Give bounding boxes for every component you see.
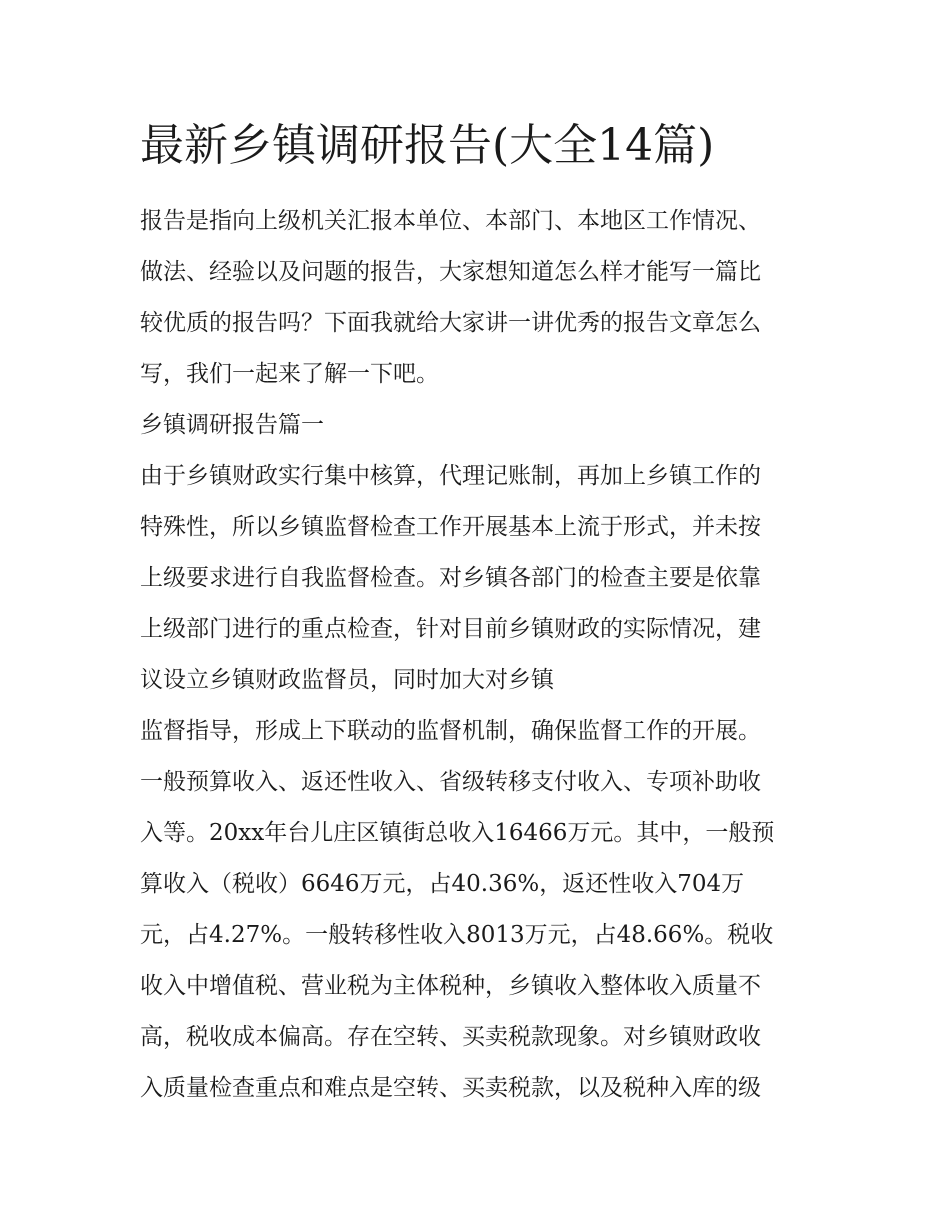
paragraph-line: 入质量检查重点和难点是空转、买卖税款，以及税种入库的级: [140, 1075, 761, 1101]
paragraph-line: 特殊性，所以乡镇监督检查工作开展基本上流于形式，并未按: [140, 514, 761, 540]
paragraph-line: 一般预算收入、返还性收入、省级转移支付收入、专项补助收: [140, 769, 761, 795]
paragraph-line: 上级部门进行的重点检查，针对目前乡镇财政的实际情况，建: [140, 616, 761, 642]
paragraph-line: 入等。20xx年台儿庄区镇街总收入16466万元。其中，一般预: [140, 820, 775, 846]
paragraph-line: 写，我们一起来了解一下吧。: [140, 361, 439, 387]
paragraph-line: 收入中增值税、营业税为主体税种，乡镇收入整体收入质量不: [140, 973, 761, 999]
section-heading: 乡镇调研报告篇一: [140, 412, 324, 438]
document-body: [140, 196, 820, 1114]
paragraph-line: 报告是指向上级机关汇报本单位、本部门、本地区工作情况、: [140, 208, 761, 234]
paragraph-line: 议设立乡镇财政监督员，同时加大对乡镇: [140, 667, 554, 693]
document-title: 最新乡镇调研报告(大全14篇): [140, 120, 715, 171]
paragraph-line: 高，税收成本偏高。存在空转、买卖税款现象。对乡镇财政收: [140, 1024, 761, 1050]
paragraph-line: 元，占4.27%。一般转移性收入8013万元，占48.66%。税收: [140, 922, 774, 948]
paragraph-line: 由于乡镇财政实行集中核算，代理记账制，再加上乡镇工作的: [140, 463, 761, 489]
paragraph-line: 监督指导，形成上下联动的监督机制，确保监督工作的开展。: [140, 718, 761, 744]
paragraph-line: 做法、经验以及问题的报告，大家想知道怎么样才能写一篇比: [140, 259, 761, 285]
paragraph-line: 较优质的报告吗？下面我就给大家讲一讲优秀的报告文章怎么: [140, 310, 761, 336]
paragraph-line: 上级要求进行自我监督检查。对乡镇各部门的检查主要是依靠: [140, 565, 761, 591]
paragraph-line: 算收入（税收）6646万元，占40.36%，返还性收入704万: [140, 871, 745, 897]
